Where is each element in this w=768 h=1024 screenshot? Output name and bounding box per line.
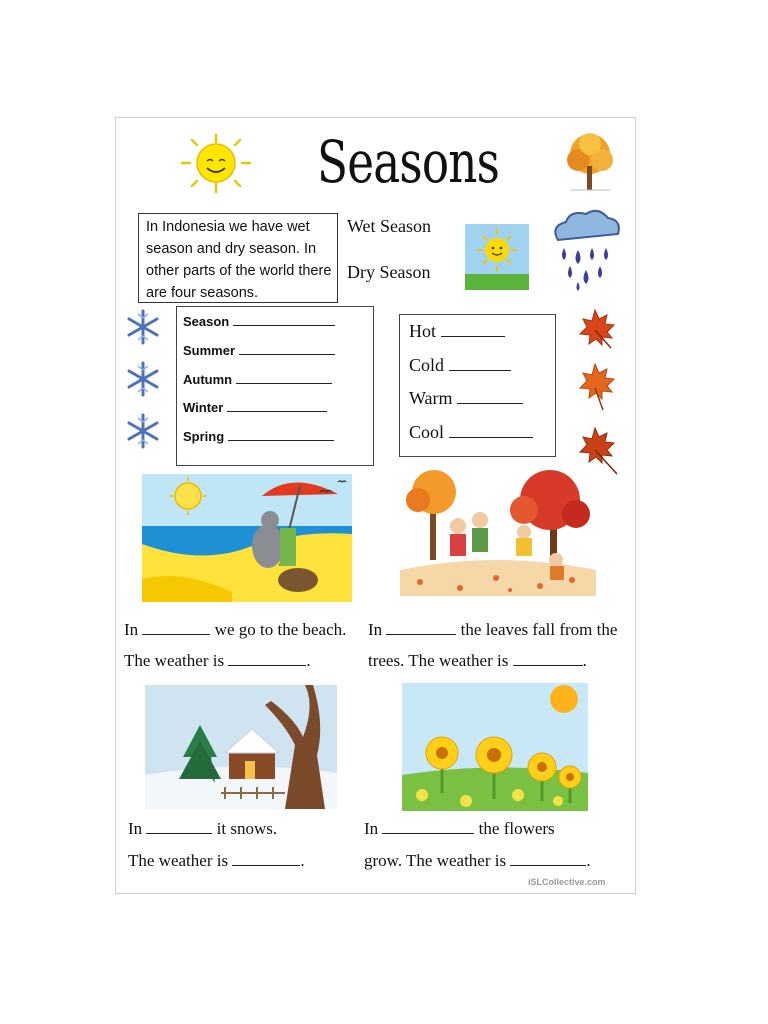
summer-sentence-1 [124,620,346,640]
maple-leaf-icon [573,306,619,350]
caption-text: we go to the beach. [214,620,347,639]
weather-word: Warm [409,388,453,408]
season-label: Spring [183,429,225,444]
autumn-sentence-1 [368,620,617,640]
intro-text-box [138,213,338,303]
answer-blank[interactable] [233,313,335,326]
answer-blank[interactable] [232,855,300,866]
answer-blank[interactable] [441,326,505,337]
sunny-field-icon [465,224,529,290]
caption-text: In [364,819,379,838]
season-row [183,342,335,358]
caption-text: . [300,851,305,870]
sun-icon [178,130,254,196]
wet-season-label: Wet Season [347,216,432,236]
caption-text: grow. The weather is [364,851,507,870]
autumn-sentence-2 [368,651,587,671]
page-title: Seasons [317,128,500,196]
watermark: iSLCollective.com [528,877,606,887]
weather-row [409,355,511,376]
answer-blank[interactable] [382,823,474,834]
caption-text: In [368,620,383,639]
weather-word: Cool [409,422,445,442]
snowflake-icon [124,412,162,450]
winter-sentence-2 [128,851,305,871]
caption-text: The weather is [124,651,225,670]
season-list-box [176,306,374,466]
answer-blank[interactable] [146,823,212,834]
season-row [183,399,327,415]
caption-text: . [306,651,311,670]
season-label: Summer [183,343,236,358]
season-row [183,428,334,444]
caption-text: trees. The weather is [368,651,509,670]
answer-blank[interactable] [449,427,533,438]
snowflake-icon [124,360,162,398]
answer-blank[interactable] [228,655,306,666]
weather-word: Cold [409,355,445,375]
season-label: Winter [183,400,224,415]
season-label: Season [183,314,230,329]
summer-beach-picture [142,474,352,602]
caption-text: . [582,651,587,670]
caption-text: . [586,851,591,870]
weather-row [409,321,505,342]
caption-text: In [128,819,143,838]
caption-text: The weather is [128,851,229,870]
autumn-tree-icon [563,130,618,194]
autumn-park-picture [400,470,596,596]
winter-cabin-picture [145,685,337,809]
answer-blank[interactable] [386,624,456,635]
maple-leaf-icon [573,424,623,476]
spring-flowers-picture [402,683,588,811]
season-label: Autumn [183,372,233,387]
weather-words-box [399,314,556,457]
dry-season-label: Dry Season [347,262,431,282]
answer-blank[interactable] [449,360,511,371]
caption-text: the flowers [478,819,555,838]
season-row [183,313,335,329]
rain-cloud-icon [548,208,624,294]
answer-blank[interactable] [510,855,586,866]
weather-row [409,422,533,443]
summer-sentence-2 [124,651,311,671]
snowflake-icon [124,308,162,346]
answer-blank[interactable] [239,342,335,355]
answer-blank[interactable] [228,428,334,441]
maple-leaf-icon [573,360,619,412]
weather-row [409,388,523,409]
weather-word: Hot [409,321,436,341]
intro-text: In Indonesia we have wet season and dry season. In other parts of the world there are four seasons. [146,219,332,301]
caption-text: it snows. [216,819,278,838]
answer-blank[interactable] [513,655,583,666]
caption-text: the leaves fall from the [460,620,618,639]
caption-text: In [124,620,139,639]
answer-blank[interactable] [236,371,332,384]
season-row [183,371,332,387]
spring-sentence-1 [364,819,555,839]
answer-blank[interactable] [227,399,327,412]
spring-sentence-2 [364,851,591,871]
answer-blank[interactable] [142,624,210,635]
winter-sentence-1 [128,819,277,839]
answer-blank[interactable] [457,393,523,404]
